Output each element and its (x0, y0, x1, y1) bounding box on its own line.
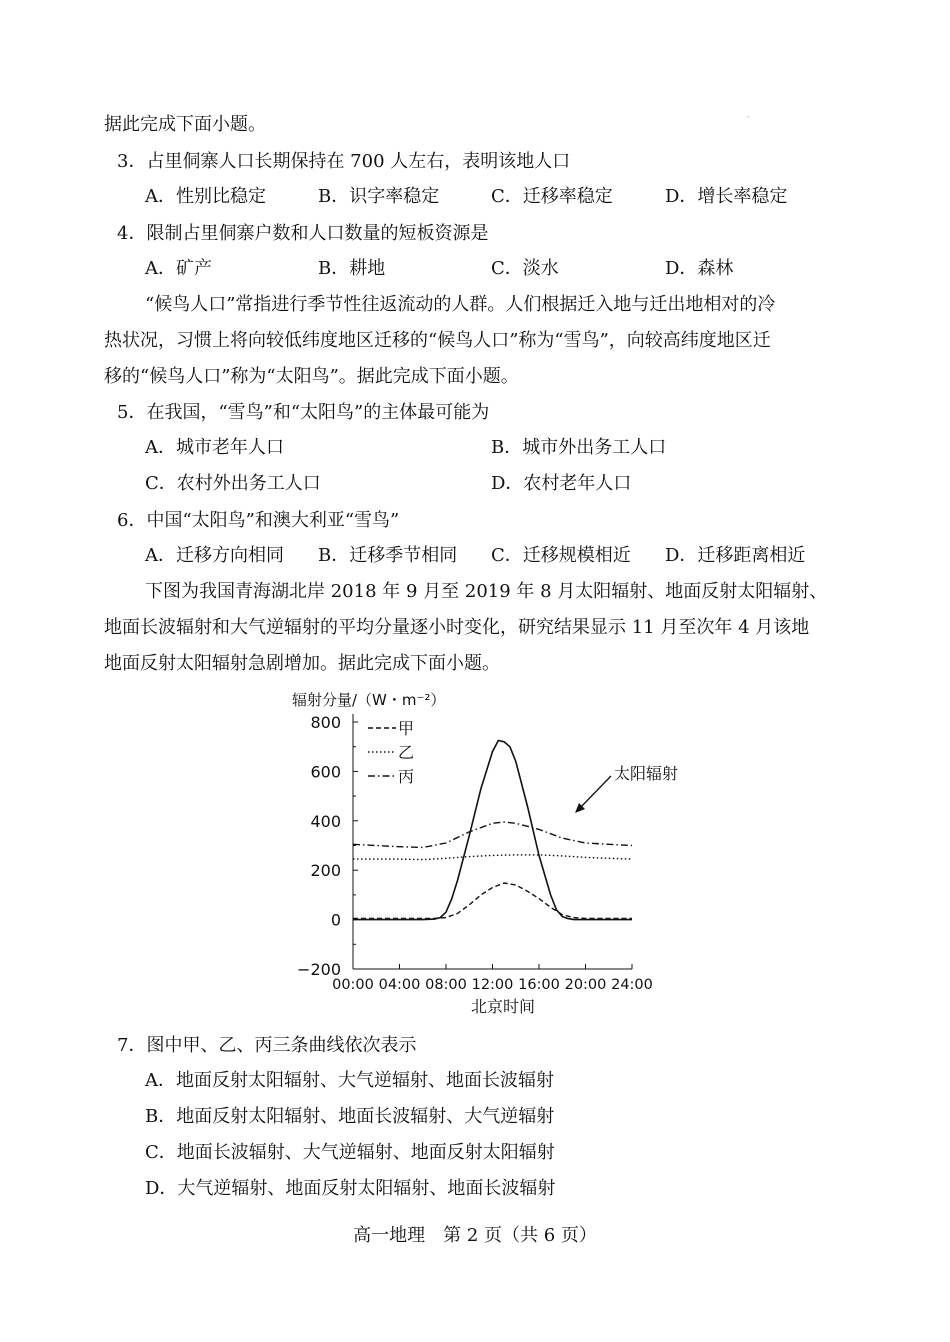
passage-3-line-1: 下图为我国青海湖北岸 2018 年 9 月至 2019 年 8 月太阳辐射、地面反射太阳辐射、 (145, 581, 828, 602)
y-tick-label: 600 (310, 762, 341, 782)
q6-option-c: C．迁移规模相近 (491, 545, 631, 566)
q3-option-c: C．迁移率稳定 (491, 186, 613, 207)
y-axis-label: 辐射分量/（W・m⁻²） (292, 691, 446, 709)
q3-option-a: A．性别比稳定 (145, 186, 266, 207)
series-line-2 (353, 855, 632, 860)
series-line-1 (353, 883, 632, 918)
passage-2-line-2: 热状况，习惯上将向较低纬度地区迁移的“候鸟人口”称为“雪鸟”，向较高纬度地区迁 (104, 330, 771, 351)
q7-option-a: A．地面反射太阳辐射、大气逆辐射、地面长波辐射 (145, 1070, 554, 1091)
y-tick-label: 800 (310, 713, 341, 732)
passage-2-line-3: 移的“候鸟人口”称为“太阳鸟”。据此完成下面小题。 (104, 366, 519, 387)
series-line-3 (353, 822, 632, 848)
y-tick-label: −200 (297, 960, 341, 979)
q5-option-a: A．城市老年人口 (145, 437, 284, 458)
q6-option-b: B．迁移季节相同 (318, 545, 458, 566)
series-line-4 (353, 741, 632, 920)
annotation-label: 太阳辐射 (614, 764, 678, 783)
q5-option-d: D．农村老年人口 (491, 473, 632, 494)
y-tick-label: 0 (330, 910, 341, 930)
x-tick-label: 00:00 (332, 977, 374, 993)
passage-3-line-3: 地面反射太阳辐射急剧增加。据此完成下面小题。 (104, 653, 500, 674)
question-3-stem: 3．占里侗寨人口长期保持在 700 人左右，表明该地人口 (117, 151, 571, 172)
question-7-stem: 7．图中甲、乙、丙三条曲线依次表示 (117, 1035, 417, 1056)
annotation-arrow (578, 776, 611, 810)
x-tick-label: 16:00 (518, 977, 560, 993)
q3-option-b: B．识字率稳定 (318, 186, 440, 207)
y-tick-label: 400 (310, 811, 341, 831)
legend-label-1: 甲 (398, 719, 415, 738)
q6-option-d: D．迁移距离相近 (665, 545, 806, 566)
x-tick-label: 24:00 (611, 977, 653, 993)
legend-label-2: 乙 (398, 743, 415, 762)
q5-option-c: C．农村外出务工人口 (145, 473, 321, 494)
scan-mark: - (747, 112, 750, 121)
intro-line: 据此完成下面小题。 (104, 114, 266, 135)
x-tick-label: 20:00 (564, 977, 607, 993)
question-6-stem: 6．中国“太阳鸟”和澳大利亚“雪鸟” (117, 510, 400, 531)
q7-option-c: C．地面长波辐射、大气逆辐射、地面反射太阳辐射 (145, 1142, 555, 1163)
q4-option-a: A．矿产 (145, 258, 212, 279)
q5-option-b: B．城市外出务工人口 (491, 437, 667, 458)
legend-label-3: 丙 (398, 767, 415, 786)
q4-option-b: B．耕地 (318, 258, 386, 279)
passage-3-line-2: 地面长波辐射和大气逆辐射的平均分量逐小时变化，研究结果显示 11 月至次年 4 月该地 (104, 617, 810, 638)
question-5-stem: 5．在我国，“雪鸟”和“太阳鸟”的主体最可能为 (117, 402, 490, 423)
x-axis-label: 北京时间 (470, 997, 536, 1016)
q7-option-b: B．地面反射太阳辐射、地面长波辐射、大气逆辐射 (145, 1106, 555, 1127)
q6-option-a: A．迁移方向相同 (145, 545, 284, 566)
q3-option-d: D．增长率稳定 (665, 186, 788, 207)
page-footer: 高一地理 第 2 页（共 6 页） (353, 1225, 597, 1246)
question-4-stem: 4．限制占里侗寨户数和人口数量的短板资源是 (117, 223, 489, 244)
x-tick-label: 08:00 (425, 977, 467, 993)
y-tick-label: 200 (310, 861, 341, 881)
q4-option-c: C．淡水 (491, 258, 559, 279)
radiation-chart (278, 685, 678, 1020)
x-tick-label: 12:00 (471, 977, 514, 993)
q7-option-d: D．大气逆辐射、地面反射太阳辐射、地面长波辐射 (145, 1178, 556, 1199)
q4-option-d: D．森林 (665, 258, 734, 279)
passage-2-line-1: “候鸟人口”常指进行季节性往返流动的人群。人们根据迁入地与迁出地相对的冷 (145, 294, 776, 315)
x-tick-label: 04:00 (378, 977, 421, 993)
